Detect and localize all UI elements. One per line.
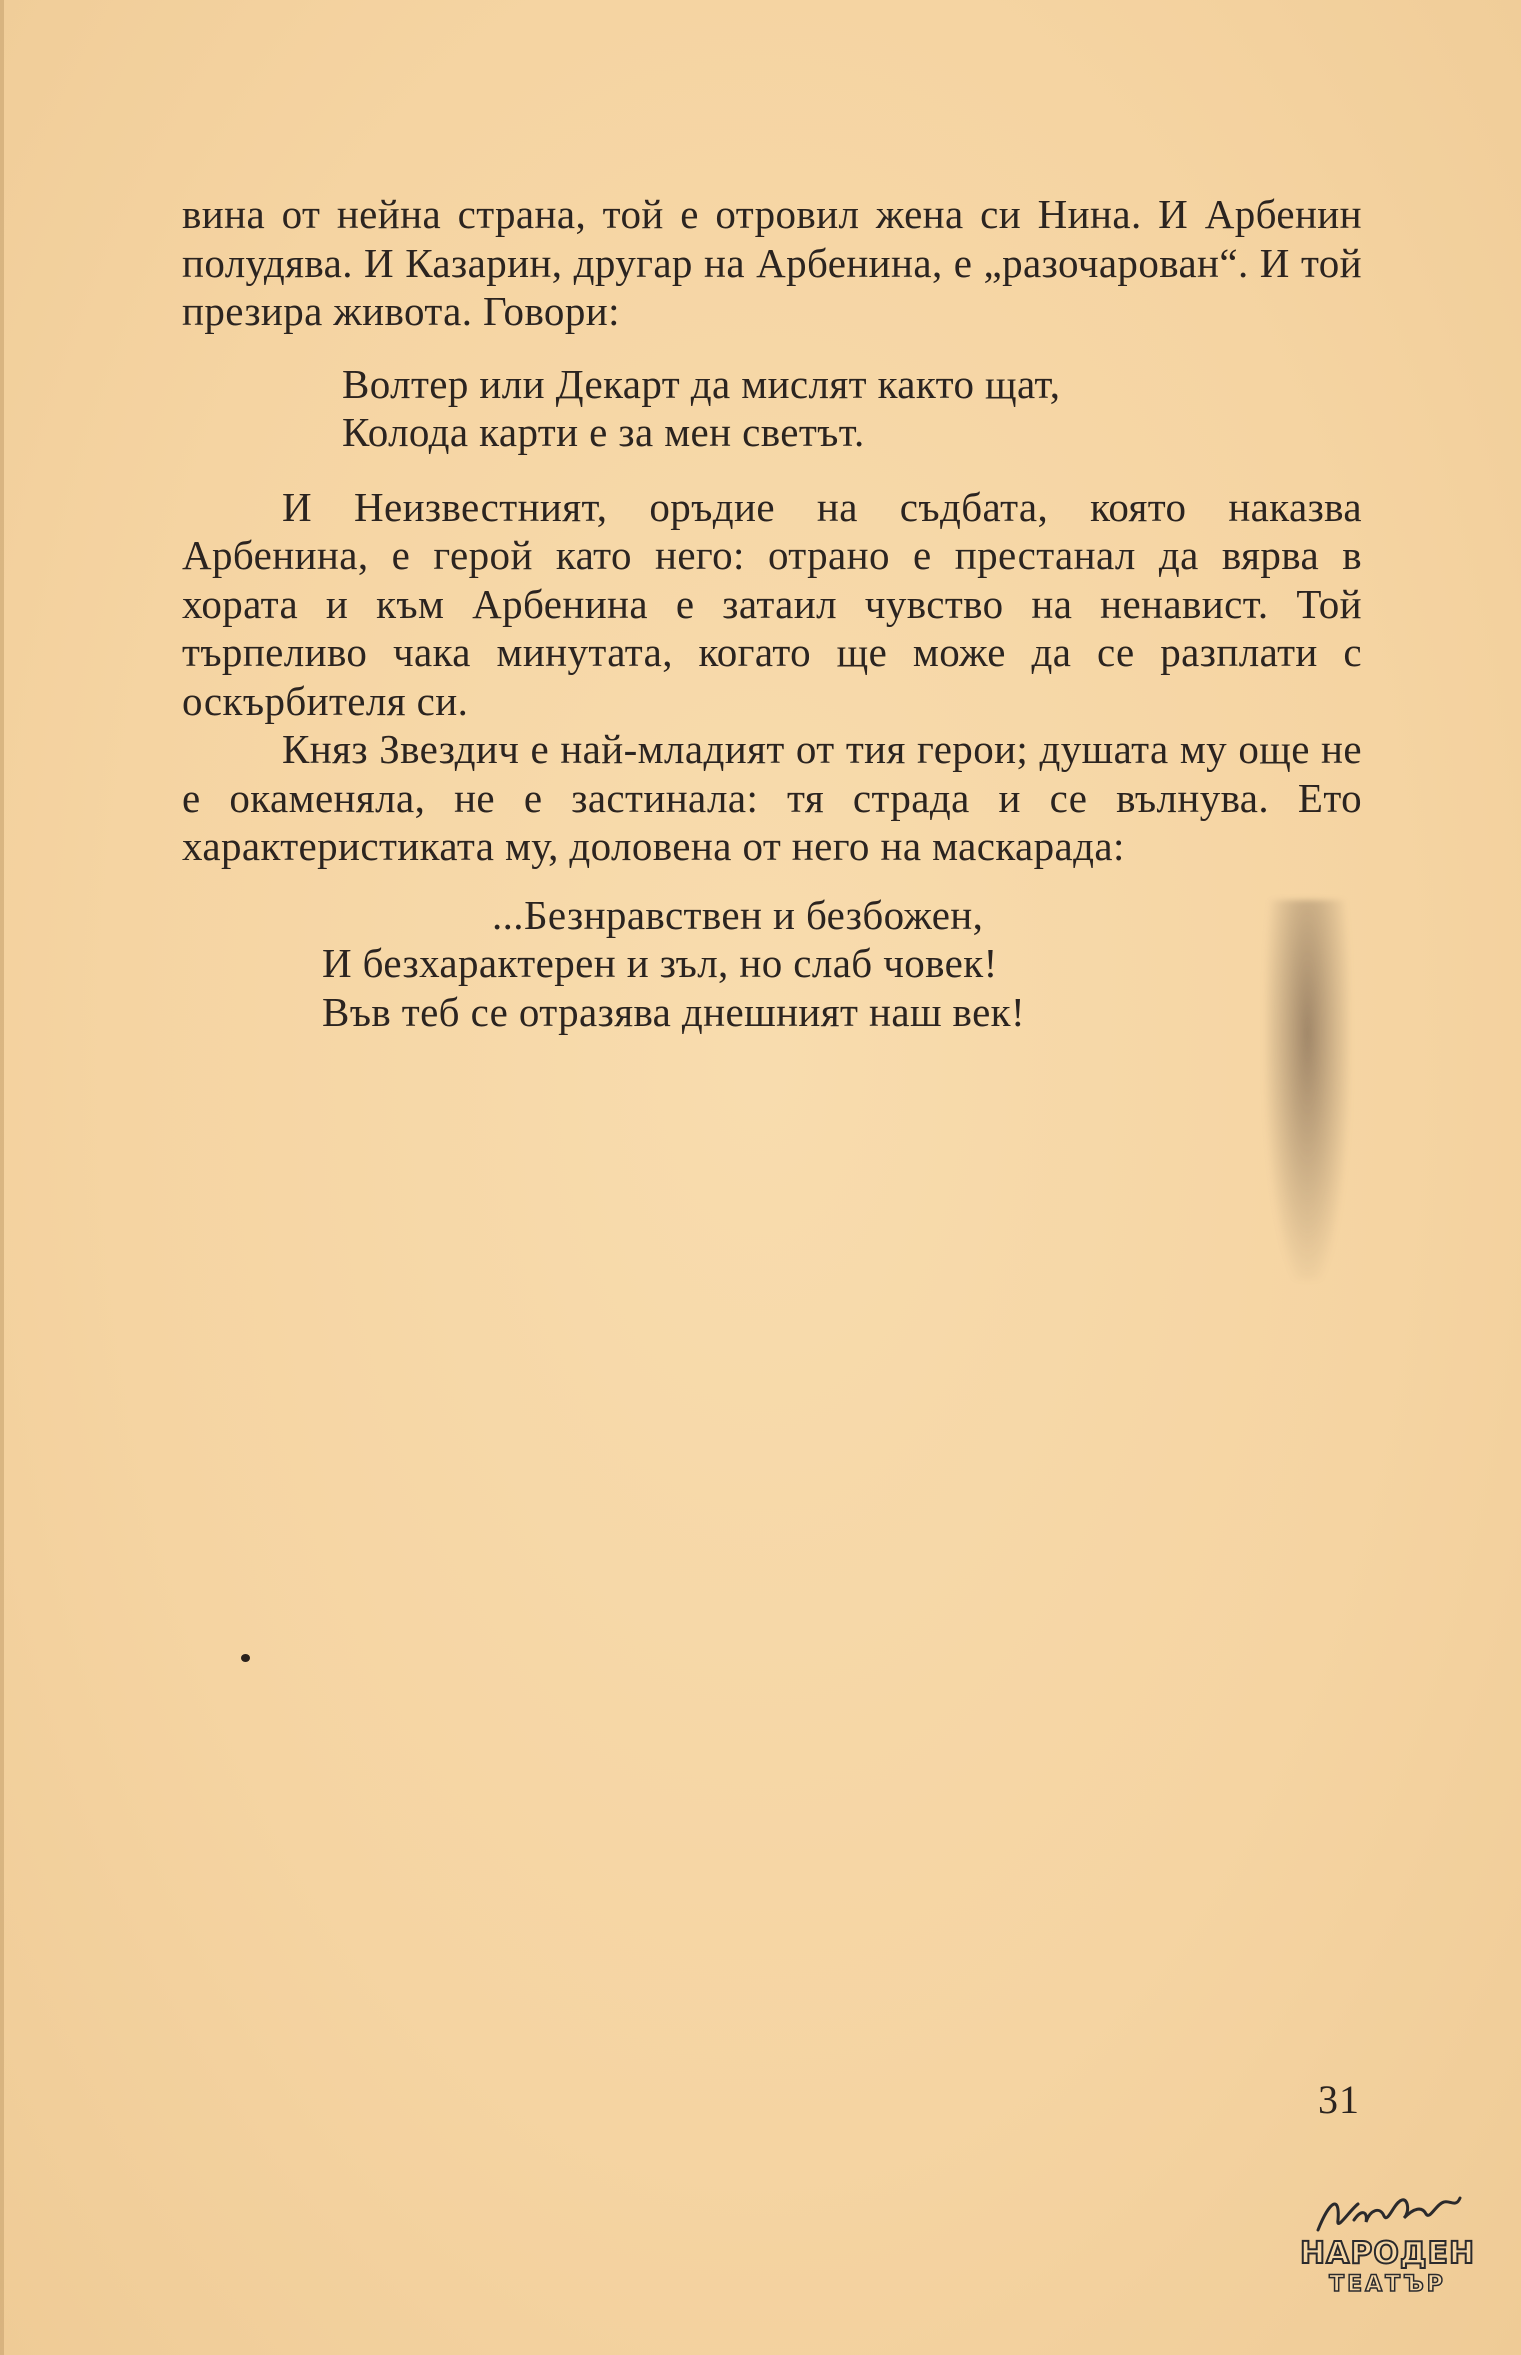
verse-quote-2	[182, 891, 1362, 1037]
verse-quote-1	[182, 360, 1362, 457]
ink-smudge	[1265, 900, 1350, 1280]
verse-line: ...Безнравствен и безбожен,	[492, 891, 984, 938]
page-edge	[0, 0, 4, 2355]
theatre-stamp-logo	[1300, 2190, 1475, 2310]
verse-line: И безхарактерен и зъл, но слаб човек!	[322, 940, 998, 986]
text-body	[182, 190, 1362, 1062]
verse-line: Волтер или Декарт да мислят както щат,	[342, 360, 1061, 407]
page-number: 31	[1318, 2077, 1360, 2122]
stamp-title: НАРОДЕН	[1300, 2236, 1476, 2271]
paragraph-1: вина от нейна страна, той е отровил жена си Нина. И Арбенин полудява. И Казарин, другар на Арбенина, е „разочарован“. И той презира живота. Говори:	[182, 191, 1362, 334]
paragraph-3: Княз Звездич е най-младият от тия герои; душата му още не е окаменяла, не е застинала: тя страда и се вълнува. Ето характеристиката му, доловена от него на маскарада:	[182, 726, 1362, 869]
verse-line: Във теб се отразява днешният наш век!	[322, 988, 1026, 1035]
paragraph-2: И Неизвестният, оръдие на съдбата, която наказва Арбенина, е герой като него: отрано е престанал да вярва в хората и към Арбенина е затаил чувство на ненавист. Той търпеливо чака минутата, когато ще може да се разплати с оскърбителя си.	[182, 483, 1362, 724]
stamp-subtitle: ТЕАТЪР	[1329, 2272, 1446, 2297]
signature-icon	[1310, 2190, 1470, 2240]
verse-line: Колода карти е за мен светът.	[342, 409, 865, 455]
ink-dot	[241, 1654, 250, 1662]
